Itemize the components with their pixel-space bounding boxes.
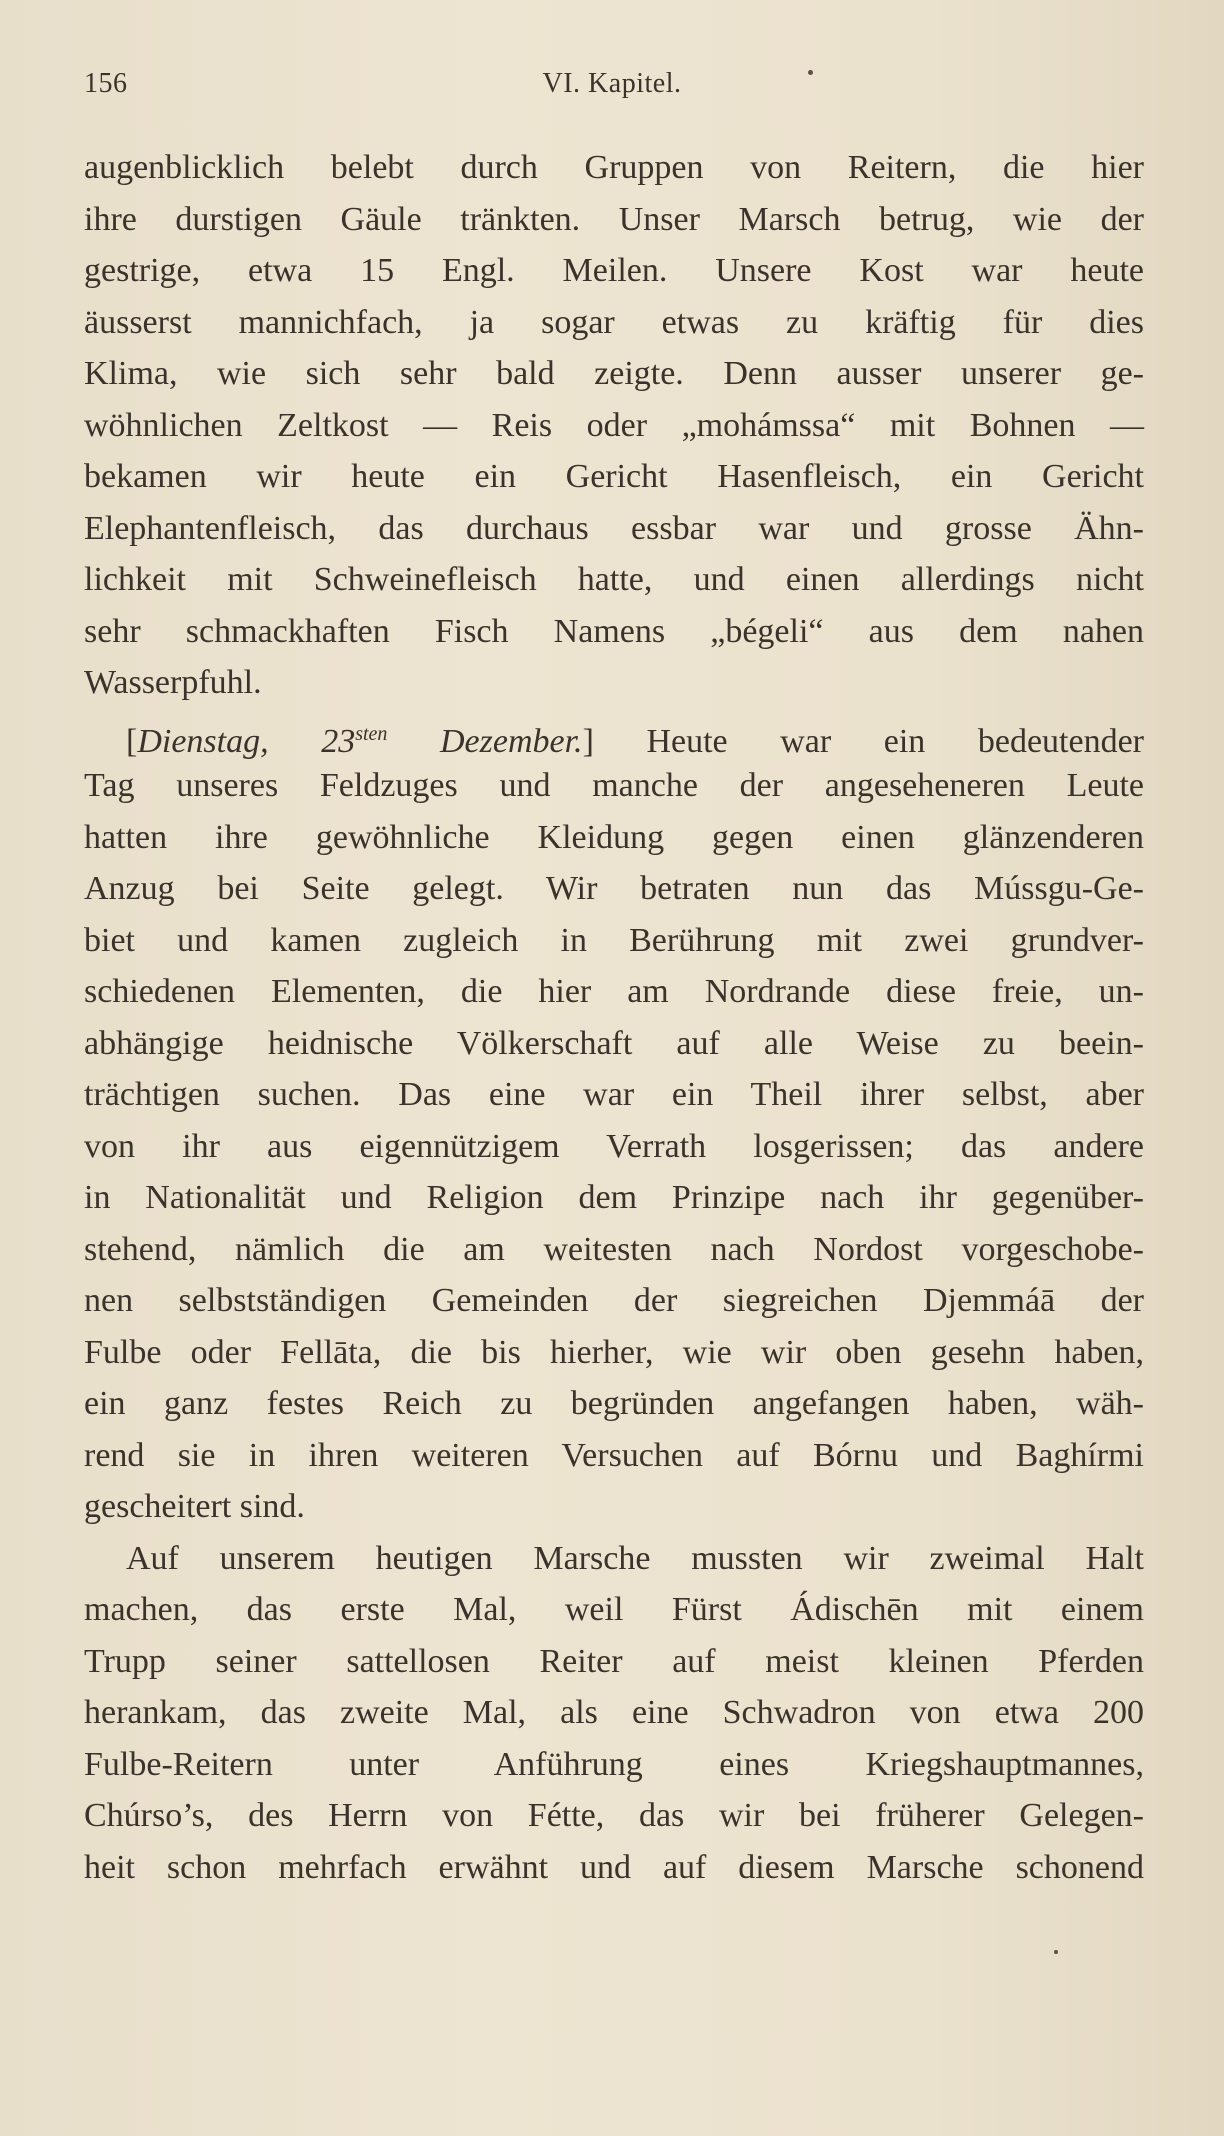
date-month: Dezember. [439, 722, 583, 760]
text-line: Trupp seiner sattellosen Reiter auf meist kleinen Pferden [84, 1642, 1144, 1680]
text-line: ein ganz festes Reich zu begründen angefangen haben, wäh- [84, 1385, 1144, 1422]
text-line: hatten ihre gewöhnliche Kleidung gegen einen glänzenderen [84, 818, 1144, 856]
text-line: von ihr aus eigennützigem Verrath losgerissen; das andere [84, 1127, 1144, 1165]
text-line: gescheitert sind. [84, 1488, 305, 1525]
ink-speck [1054, 1950, 1058, 1954]
date-line-rest: Heute war ein bedeutender [646, 722, 1145, 760]
text-line: rend sie in ihren weiteren Versuchen auf Bórnu und Baghírmi [84, 1436, 1144, 1474]
text-line: Chúrso’s, des Herrn von Fétte, das wir bei früherer Gelegen- [84, 1797, 1144, 1834]
date-close-bracket: ] [582, 722, 594, 760]
text-line: heit schon mehrfach erwähnt und auf diesem Marsche schonend [84, 1848, 1144, 1886]
text-line: trächtigen suchen. Das eine war ein Theil ihrer selbst, aber [84, 1076, 1144, 1113]
text-line: bekamen wir heute ein Gericht Hasenfleisch, ein Gericht [84, 458, 1144, 495]
text-line: Anzug bei Seite gelegt. Wir betraten nun das Mússgu-Ge- [84, 870, 1144, 907]
date-heading-line [84, 709, 1144, 761]
text-line: Wasserpfuhl. [84, 664, 262, 701]
text-line: gestrige, etwa 15 Engl. Meilen. Unsere Kost war heute [84, 252, 1144, 289]
text-line: abhängige heidnische Völkerschaft auf alle Weise zu beein- [84, 1024, 1144, 1062]
date-weekday: Dienstag, [137, 722, 269, 760]
page-header [84, 68, 1140, 108]
text-line: sehr schmackhaften Fisch Namens „bégeli“ aus dem nahen [84, 612, 1144, 650]
ink-speck [808, 70, 813, 75]
date-day: 23 [321, 722, 356, 760]
text-line: schiedenen Elementen, die hier am Nordrande diese freie, un- [84, 973, 1144, 1010]
text-line: Klima, wie sich sehr bald zeigte. Denn ausser unserer ge- [84, 355, 1144, 392]
text-line: wöhnlichen Zeltkost — Reis oder „mohámssa“ mit Bohnen — [84, 406, 1144, 444]
text-line: äusserst mannichfach, ja sogar etwas zu kräftig für dies [84, 303, 1144, 341]
text-line: machen, das erste Mal, weil Fürst Ádischēn mit einem [84, 1591, 1144, 1628]
text-line: Auf unserem heutigen Marsche mussten wir zweimal Halt [126, 1539, 1144, 1577]
text-line: stehend, nämlich die am weitesten nach Nordost vorgeschobe- [84, 1230, 1144, 1268]
date-day-suffix: sten [355, 722, 388, 745]
text-line: Elephantenfleisch, das durchaus essbar war und grosse Ähn- [84, 509, 1144, 547]
page-body-text [84, 142, 1144, 1893]
running-title: VI. Kapitel. [542, 68, 682, 99]
text-line: lichkeit mit Schweinefleisch hatte, und einen allerdings nicht [84, 561, 1144, 598]
text-line: Fulbe oder Fellāta, die bis hierher, wie wir oben gesehn haben, [84, 1333, 1144, 1371]
text-line: augenblicklich belebt durch Gruppen von Reitern, die hier [84, 149, 1144, 186]
text-line: nen selbstständigen Gemeinden der siegreichen Djemmáā der [84, 1282, 1144, 1319]
text-line: Fulbe-Reitern unter Anführung eines Kriegshauptmannes, [84, 1745, 1144, 1783]
date-open-bracket: [ [126, 722, 138, 760]
text-line: in Nationalität und Religion dem Prinzipe nach ihr gegenüber- [84, 1179, 1144, 1216]
text-line: Tag unseres Feldzuges und manche der angeseheneren Leute [84, 767, 1144, 804]
page-number: 156 [84, 68, 128, 99]
text-line: ihre durstigen Gäule tränkten. Unser Marsch betrug, wie der [84, 200, 1144, 238]
text-line: biet und kamen zugleich in Berührung mit zwei grundver- [84, 921, 1144, 959]
text-line: herankam, das zweite Mal, als eine Schwadron von etwa 200 [84, 1694, 1144, 1731]
